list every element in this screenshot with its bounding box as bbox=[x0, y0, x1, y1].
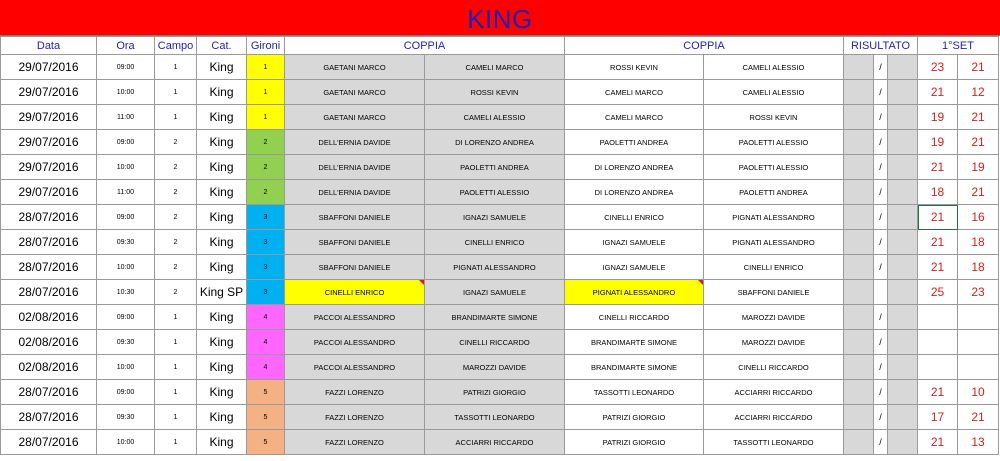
player-2-cell[interactable]: PIGNATI ALESSANDRO bbox=[425, 255, 565, 280]
player-3-cell[interactable]: BRANDIMARTE SIMONE bbox=[565, 330, 704, 355]
court-cell[interactable]: 2 bbox=[155, 280, 197, 305]
player-1-cell[interactable]: PACCOI ALESSANDRO bbox=[285, 330, 425, 355]
group-cell[interactable]: 4 bbox=[247, 330, 285, 355]
player-3-cell[interactable]: ROSSI KEVIN bbox=[565, 55, 704, 80]
court-cell[interactable]: 1 bbox=[155, 430, 197, 455]
group-cell[interactable]: 5 bbox=[247, 430, 285, 455]
group-cell[interactable]: 1 bbox=[247, 105, 285, 130]
player-1-cell[interactable]: SBAFFONI DANIELE bbox=[285, 205, 425, 230]
result-right-cell[interactable] bbox=[888, 205, 918, 230]
set-score-1-cell[interactable]: 21 bbox=[918, 230, 958, 255]
match-table bbox=[0, 36, 999, 455]
player-4-cell[interactable]: ACCIARRI RICCARDO bbox=[704, 380, 844, 405]
result-left-cell[interactable] bbox=[844, 180, 874, 205]
result-separator-cell[interactable] bbox=[874, 280, 888, 305]
player-4-cell[interactable]: TASSOTTI LEONARDO bbox=[704, 430, 844, 455]
player-2-cell[interactable]: PAOLETTI ANDREA bbox=[425, 155, 565, 180]
player-2-cell[interactable]: IGNAZI SAMUELE bbox=[425, 280, 565, 305]
category-cell[interactable]: King bbox=[197, 230, 247, 255]
group-cell[interactable]: 5 bbox=[247, 405, 285, 430]
player-4-cell[interactable]: ACCIARRI RICCARDO bbox=[704, 405, 844, 430]
header-coppia-1[interactable]: COPPIA bbox=[285, 37, 565, 55]
table-row bbox=[1, 180, 999, 205]
set-score-1-cell[interactable] bbox=[918, 330, 958, 355]
category-cell[interactable]: King bbox=[197, 430, 247, 455]
result-right-cell[interactable] bbox=[888, 355, 918, 380]
set-score-2-cell[interactable]: 19 bbox=[958, 155, 999, 180]
player-4-cell[interactable]: PIGNATI ALESSANDRO bbox=[704, 230, 844, 255]
set-score-2-cell[interactable]: 16 bbox=[958, 205, 999, 230]
player-1-cell[interactable]: GAETANI MARCO bbox=[285, 80, 425, 105]
result-separator-cell[interactable]: / bbox=[874, 55, 888, 80]
category-cell[interactable]: King bbox=[197, 405, 247, 430]
table-row bbox=[1, 205, 999, 230]
player-2-cell[interactable]: BRANDIMARTE SIMONE bbox=[425, 305, 565, 330]
player-4-cell[interactable]: PAOLETTI ANDREA bbox=[704, 180, 844, 205]
player-3-cell[interactable]: IGNAZI SAMUELE bbox=[565, 230, 704, 255]
time-cell[interactable]: 10:00 bbox=[97, 155, 155, 180]
result-right-cell[interactable] bbox=[888, 80, 918, 105]
player-2-cell[interactable]: CAMELI MARCO bbox=[425, 55, 565, 80]
court-cell[interactable]: 2 bbox=[155, 205, 197, 230]
date-cell[interactable]: 29/07/2016 bbox=[1, 80, 97, 105]
date-cell[interactable]: 28/07/2016 bbox=[1, 280, 97, 305]
header-coppia-2[interactable]: COPPIA bbox=[565, 37, 844, 55]
result-left-cell[interactable] bbox=[844, 55, 874, 80]
cell-content bbox=[285, 280, 424, 304]
set-score-2-cell[interactable] bbox=[958, 305, 999, 330]
player-1-cell[interactable]: GAETANI MARCO bbox=[285, 105, 425, 130]
table-row bbox=[1, 430, 999, 455]
sheet-title: KING bbox=[467, 4, 533, 34]
date-cell[interactable]: 28/07/2016 bbox=[1, 405, 97, 430]
time-cell[interactable]: 09:30 bbox=[97, 330, 155, 355]
player-1-cell[interactable]: FAZZI LORENZO bbox=[285, 405, 425, 430]
result-separator-cell[interactable]: / bbox=[874, 330, 888, 355]
header-cat[interactable]: Cat. bbox=[197, 37, 247, 55]
header-campo[interactable]: Campo bbox=[155, 37, 197, 55]
result-right-cell[interactable] bbox=[888, 430, 918, 455]
table-row bbox=[1, 305, 999, 330]
result-separator-cell[interactable]: / bbox=[874, 180, 888, 205]
time-cell[interactable]: 09:30 bbox=[97, 230, 155, 255]
player-2-cell[interactable]: ROSSI KEVIN bbox=[425, 80, 565, 105]
result-right-cell[interactable] bbox=[888, 280, 918, 305]
player-4-cell[interactable]: SBAFFONI DANIELE bbox=[704, 280, 844, 305]
time-cell[interactable]: 10:00 bbox=[97, 255, 155, 280]
result-right-cell[interactable] bbox=[888, 155, 918, 180]
category-cell[interactable]: King bbox=[197, 330, 247, 355]
table-row bbox=[1, 380, 999, 405]
result-separator-cell[interactable]: / bbox=[874, 380, 888, 405]
table-row bbox=[1, 105, 999, 130]
result-left-cell[interactable] bbox=[844, 330, 874, 355]
player-3-cell[interactable]: CINELLI ENRICO bbox=[565, 205, 704, 230]
player-3-cell[interactable]: CAMELI MARCO bbox=[565, 80, 704, 105]
player-2-cell[interactable]: CAMELI ALESSIO bbox=[425, 105, 565, 130]
court-cell[interactable]: 1 bbox=[155, 105, 197, 130]
player-4-cell[interactable]: PAOLETTI ALESSIO bbox=[704, 130, 844, 155]
date-cell[interactable]: 02/08/2016 bbox=[1, 330, 97, 355]
header-1-set[interactable]: 1°SET bbox=[918, 37, 999, 55]
result-separator-cell[interactable]: / bbox=[874, 130, 888, 155]
group-cell[interactable]: 4 bbox=[247, 355, 285, 380]
table-row bbox=[1, 330, 999, 355]
player-2-cell[interactable]: TASSOTTI LEONARDO bbox=[425, 405, 565, 430]
set-score-1-cell[interactable] bbox=[918, 355, 958, 380]
player-1-cell[interactable]: DELL'ERNIA DAVIDE bbox=[285, 155, 425, 180]
player-3-cell[interactable]: DI LORENZO ANDREA bbox=[565, 155, 704, 180]
set-score-2-cell[interactable]: 21 bbox=[958, 55, 999, 80]
group-cell[interactable]: 3 bbox=[247, 230, 285, 255]
date-cell[interactable]: 28/07/2016 bbox=[1, 205, 97, 230]
player-3-cell[interactable]: TASSOTTI LEONARDO bbox=[565, 380, 704, 405]
court-cell[interactable]: 2 bbox=[155, 255, 197, 280]
result-right-cell[interactable] bbox=[888, 405, 918, 430]
date-cell[interactable]: 29/07/2016 bbox=[1, 180, 97, 205]
court-cell[interactable]: 1 bbox=[155, 305, 197, 330]
set-score-2-cell[interactable]: 23 bbox=[958, 280, 999, 305]
player-2-cell[interactable]: MAROZZI DAVIDE bbox=[425, 355, 565, 380]
header-data[interactable]: Data bbox=[1, 37, 97, 55]
player-3-cell[interactable] bbox=[565, 280, 704, 305]
date-cell[interactable]: 29/07/2016 bbox=[1, 130, 97, 155]
player-3-cell[interactable]: PATRIZI GIORGIO bbox=[565, 405, 704, 430]
set-score-1-cell[interactable]: 21 bbox=[918, 205, 958, 230]
player-3-cell[interactable]: PAOLETTI ANDREA bbox=[565, 130, 704, 155]
set-score-2-cell[interactable] bbox=[958, 330, 999, 355]
result-separator-cell[interactable]: / bbox=[874, 80, 888, 105]
table-row bbox=[1, 130, 999, 155]
result-separator-cell[interactable]: / bbox=[874, 205, 888, 230]
date-cell[interactable]: 29/07/2016 bbox=[1, 105, 97, 130]
result-left-cell[interactable] bbox=[844, 80, 874, 105]
result-separator-cell[interactable]: / bbox=[874, 255, 888, 280]
result-right-cell[interactable] bbox=[888, 305, 918, 330]
comment-indicator-icon bbox=[419, 280, 424, 285]
player-2-cell[interactable]: DI LORENZO ANDREA bbox=[425, 130, 565, 155]
court-cell[interactable]: 2 bbox=[155, 230, 197, 255]
set-score-1-cell[interactable]: 25 bbox=[918, 280, 958, 305]
result-separator-cell[interactable]: / bbox=[874, 105, 888, 130]
header-row bbox=[1, 37, 999, 55]
category-cell[interactable]: King bbox=[197, 255, 247, 280]
court-cell[interactable]: 1 bbox=[155, 405, 197, 430]
date-cell[interactable]: 29/07/2016 bbox=[1, 155, 97, 180]
result-left-cell[interactable] bbox=[844, 355, 874, 380]
category-cell[interactable]: King bbox=[197, 180, 247, 205]
table-row bbox=[1, 280, 999, 305]
result-right-cell[interactable] bbox=[888, 255, 918, 280]
set-score-2-cell[interactable]: 21 bbox=[958, 130, 999, 155]
result-left-cell[interactable] bbox=[844, 230, 874, 255]
header-ora[interactable]: Ora bbox=[97, 37, 155, 55]
result-left-cell[interactable] bbox=[844, 155, 874, 180]
player-4-cell[interactable]: MAROZZI DAVIDE bbox=[704, 305, 844, 330]
category-cell[interactable]: King bbox=[197, 355, 247, 380]
result-right-cell[interactable] bbox=[888, 330, 918, 355]
player-3-cell[interactable]: BRANDIMARTE SIMONE bbox=[565, 355, 704, 380]
result-right-cell[interactable] bbox=[888, 230, 918, 255]
result-left-cell[interactable] bbox=[844, 255, 874, 280]
table-row bbox=[1, 405, 999, 430]
player-1-cell[interactable]: SBAFFONI DANIELE bbox=[285, 255, 425, 280]
comment-indicator-icon bbox=[698, 280, 703, 285]
set-score-2-cell[interactable]: 10 bbox=[958, 380, 999, 405]
group-cell[interactable]: 2 bbox=[247, 155, 285, 180]
set-score-1-cell[interactable]: 21 bbox=[918, 80, 958, 105]
player-1-cell[interactable]: PACCOI ALESSANDRO bbox=[285, 355, 425, 380]
category-cell[interactable]: King bbox=[197, 130, 247, 155]
time-cell[interactable]: 09:00 bbox=[97, 305, 155, 330]
group-cell[interactable]: 4 bbox=[247, 305, 285, 330]
court-cell[interactable]: 1 bbox=[155, 55, 197, 80]
date-cell[interactable]: 02/08/2016 bbox=[1, 305, 97, 330]
set-score-1-cell[interactable]: 21 bbox=[918, 155, 958, 180]
time-cell[interactable]: 09:00 bbox=[97, 55, 155, 80]
result-left-cell[interactable] bbox=[844, 205, 874, 230]
category-cell[interactable]: King bbox=[197, 305, 247, 330]
category-cell[interactable]: King bbox=[197, 55, 247, 80]
player-4-cell[interactable]: CINELLI RICCARDO bbox=[704, 355, 844, 380]
set-score-2-cell[interactable]: 18 bbox=[958, 255, 999, 280]
cell-text: PIGNATI ALESSANDRO bbox=[592, 287, 676, 297]
result-separator-cell[interactable]: / bbox=[874, 430, 888, 455]
set-score-1-cell[interactable]: 18 bbox=[918, 180, 958, 205]
cell-content bbox=[565, 280, 703, 304]
table-row bbox=[1, 155, 999, 180]
player-2-cell[interactable]: ACCIARRI RICCARDO bbox=[425, 430, 565, 455]
group-cell[interactable]: 5 bbox=[247, 380, 285, 405]
set-score-1-cell[interactable]: 17 bbox=[918, 405, 958, 430]
group-cell[interactable]: 3 bbox=[247, 255, 285, 280]
header-risultato[interactable]: RISULTATO bbox=[844, 37, 918, 55]
category-cell[interactable]: King bbox=[197, 80, 247, 105]
player-1-cell[interactable]: PACCOI ALESSANDRO bbox=[285, 305, 425, 330]
time-cell[interactable]: 09:00 bbox=[97, 380, 155, 405]
set-score-1-cell[interactable]: 19 bbox=[918, 105, 958, 130]
result-separator-cell[interactable]: / bbox=[874, 405, 888, 430]
set-score-2-cell[interactable]: 12 bbox=[958, 80, 999, 105]
result-separator-cell[interactable]: / bbox=[874, 305, 888, 330]
time-cell[interactable]: 09:00 bbox=[97, 130, 155, 155]
court-cell[interactable]: 2 bbox=[155, 180, 197, 205]
header-gironi[interactable]: Gironi bbox=[247, 37, 285, 55]
player-3-cell[interactable]: DI LORENZO ANDREA bbox=[565, 180, 704, 205]
table-row bbox=[1, 80, 999, 105]
set-score-1-cell[interactable] bbox=[918, 305, 958, 330]
table-row bbox=[1, 355, 999, 380]
court-cell[interactable]: 1 bbox=[155, 380, 197, 405]
player-3-cell[interactable]: IGNAZI SAMUELE bbox=[565, 255, 704, 280]
time-cell[interactable]: 10:30 bbox=[97, 280, 155, 305]
set-score-2-cell[interactable]: 21 bbox=[958, 180, 999, 205]
time-cell[interactable]: 09:30 bbox=[97, 405, 155, 430]
player-2-cell[interactable]: CINELLI RICCARDO bbox=[425, 330, 565, 355]
time-cell[interactable]: 11:00 bbox=[97, 180, 155, 205]
date-cell[interactable]: 29/07/2016 bbox=[1, 55, 97, 80]
table-row bbox=[1, 55, 999, 80]
table-row bbox=[1, 230, 999, 255]
result-separator-cell[interactable]: / bbox=[874, 155, 888, 180]
set-score-1-cell[interactable]: 21 bbox=[918, 430, 958, 455]
set-score-1-cell[interactable]: 19 bbox=[918, 130, 958, 155]
player-1-cell[interactable]: DELL'ERNIA DAVIDE bbox=[285, 180, 425, 205]
set-score-1-cell[interactable]: 21 bbox=[918, 255, 958, 280]
date-cell[interactable]: 28/07/2016 bbox=[1, 430, 97, 455]
set-score-1-cell[interactable]: 23 bbox=[918, 55, 958, 80]
player-4-cell[interactable]: MAROZZI DAVIDE bbox=[704, 330, 844, 355]
player-1-cell[interactable]: DELL'ERNIA DAVIDE bbox=[285, 130, 425, 155]
player-2-cell[interactable]: PATRIZI GIORGIO bbox=[425, 380, 565, 405]
player-4-cell[interactable]: PAOLETTI ALESSIO bbox=[704, 155, 844, 180]
time-cell[interactable]: 09:00 bbox=[97, 205, 155, 230]
player-3-cell[interactable]: CINELLI RICCARDO bbox=[565, 305, 704, 330]
result-right-cell[interactable] bbox=[888, 380, 918, 405]
group-cell[interactable]: 2 bbox=[247, 180, 285, 205]
court-cell[interactable]: 1 bbox=[155, 330, 197, 355]
player-4-cell[interactable]: CAMELI ALESSIO bbox=[704, 55, 844, 80]
category-cell[interactable]: King bbox=[197, 205, 247, 230]
table-row bbox=[1, 255, 999, 280]
time-cell[interactable]: 10:00 bbox=[97, 355, 155, 380]
player-1-cell[interactable]: SBAFFONI DANIELE bbox=[285, 230, 425, 255]
group-cell[interactable]: 3 bbox=[247, 205, 285, 230]
set-score-2-cell[interactable]: 13 bbox=[958, 430, 999, 455]
category-cell[interactable]: King SP bbox=[197, 280, 247, 305]
player-4-cell[interactable]: ROSSI KEVIN bbox=[704, 105, 844, 130]
player-4-cell[interactable]: CINELLI ENRICO bbox=[704, 255, 844, 280]
date-cell[interactable]: 28/07/2016 bbox=[1, 380, 97, 405]
result-left-cell[interactable] bbox=[844, 430, 874, 455]
player-1-cell[interactable] bbox=[285, 280, 425, 305]
player-1-cell[interactable]: FAZZI LORENZO bbox=[285, 430, 425, 455]
player-2-cell[interactable]: PAOLETTI ALESSIO bbox=[425, 180, 565, 205]
date-cell[interactable]: 28/07/2016 bbox=[1, 255, 97, 280]
result-separator-cell[interactable]: / bbox=[874, 355, 888, 380]
group-cell[interactable]: 1 bbox=[247, 80, 285, 105]
player-4-cell[interactable]: CAMELI ALESSIO bbox=[704, 80, 844, 105]
result-right-cell[interactable] bbox=[888, 55, 918, 80]
result-right-cell[interactable] bbox=[888, 180, 918, 205]
group-cell[interactable]: 2 bbox=[247, 130, 285, 155]
result-separator-cell[interactable]: / bbox=[874, 230, 888, 255]
court-cell[interactable]: 1 bbox=[155, 80, 197, 105]
set-score-2-cell[interactable]: 21 bbox=[958, 405, 999, 430]
result-left-cell[interactable] bbox=[844, 105, 874, 130]
category-cell[interactable]: King bbox=[197, 380, 247, 405]
result-left-cell[interactable] bbox=[844, 380, 874, 405]
result-left-cell[interactable] bbox=[844, 280, 874, 305]
category-cell[interactable]: King bbox=[197, 105, 247, 130]
court-cell[interactable]: 2 bbox=[155, 130, 197, 155]
time-cell[interactable]: 11:00 bbox=[97, 105, 155, 130]
time-cell[interactable]: 10:00 bbox=[97, 430, 155, 455]
category-cell[interactable]: King bbox=[197, 155, 247, 180]
cell-text: CINELLI ENRICO bbox=[324, 287, 385, 297]
set-score-2-cell[interactable]: 18 bbox=[958, 230, 999, 255]
result-left-cell[interactable] bbox=[844, 305, 874, 330]
court-cell[interactable]: 2 bbox=[155, 155, 197, 180]
title-bar bbox=[0, 0, 1000, 36]
player-2-cell[interactable]: IGNAZI SAMUELE bbox=[425, 205, 565, 230]
player-3-cell[interactable]: PATRIZI GIORGIO bbox=[565, 430, 704, 455]
result-right-cell[interactable] bbox=[888, 130, 918, 155]
group-cell[interactable]: 1 bbox=[247, 55, 285, 80]
time-cell[interactable]: 10:00 bbox=[97, 80, 155, 105]
player-1-cell[interactable]: FAZZI LORENZO bbox=[285, 380, 425, 405]
player-1-cell[interactable]: GAETANI MARCO bbox=[285, 55, 425, 80]
player-2-cell[interactable]: CINELLI ENRICO bbox=[425, 230, 565, 255]
date-cell[interactable]: 02/08/2016 bbox=[1, 355, 97, 380]
court-cell[interactable]: 1 bbox=[155, 355, 197, 380]
set-score-2-cell[interactable] bbox=[958, 355, 999, 380]
group-cell[interactable]: 3 bbox=[247, 280, 285, 305]
set-score-2-cell[interactable]: 21 bbox=[958, 105, 999, 130]
date-cell[interactable]: 28/07/2016 bbox=[1, 230, 97, 255]
result-left-cell[interactable] bbox=[844, 130, 874, 155]
set-score-1-cell[interactable]: 21 bbox=[918, 380, 958, 405]
player-4-cell[interactable]: PIGNATI ALESSANDRO bbox=[704, 205, 844, 230]
result-right-cell[interactable] bbox=[888, 105, 918, 130]
result-left-cell[interactable] bbox=[844, 405, 874, 430]
player-3-cell[interactable]: CAMELI MARCO bbox=[565, 105, 704, 130]
